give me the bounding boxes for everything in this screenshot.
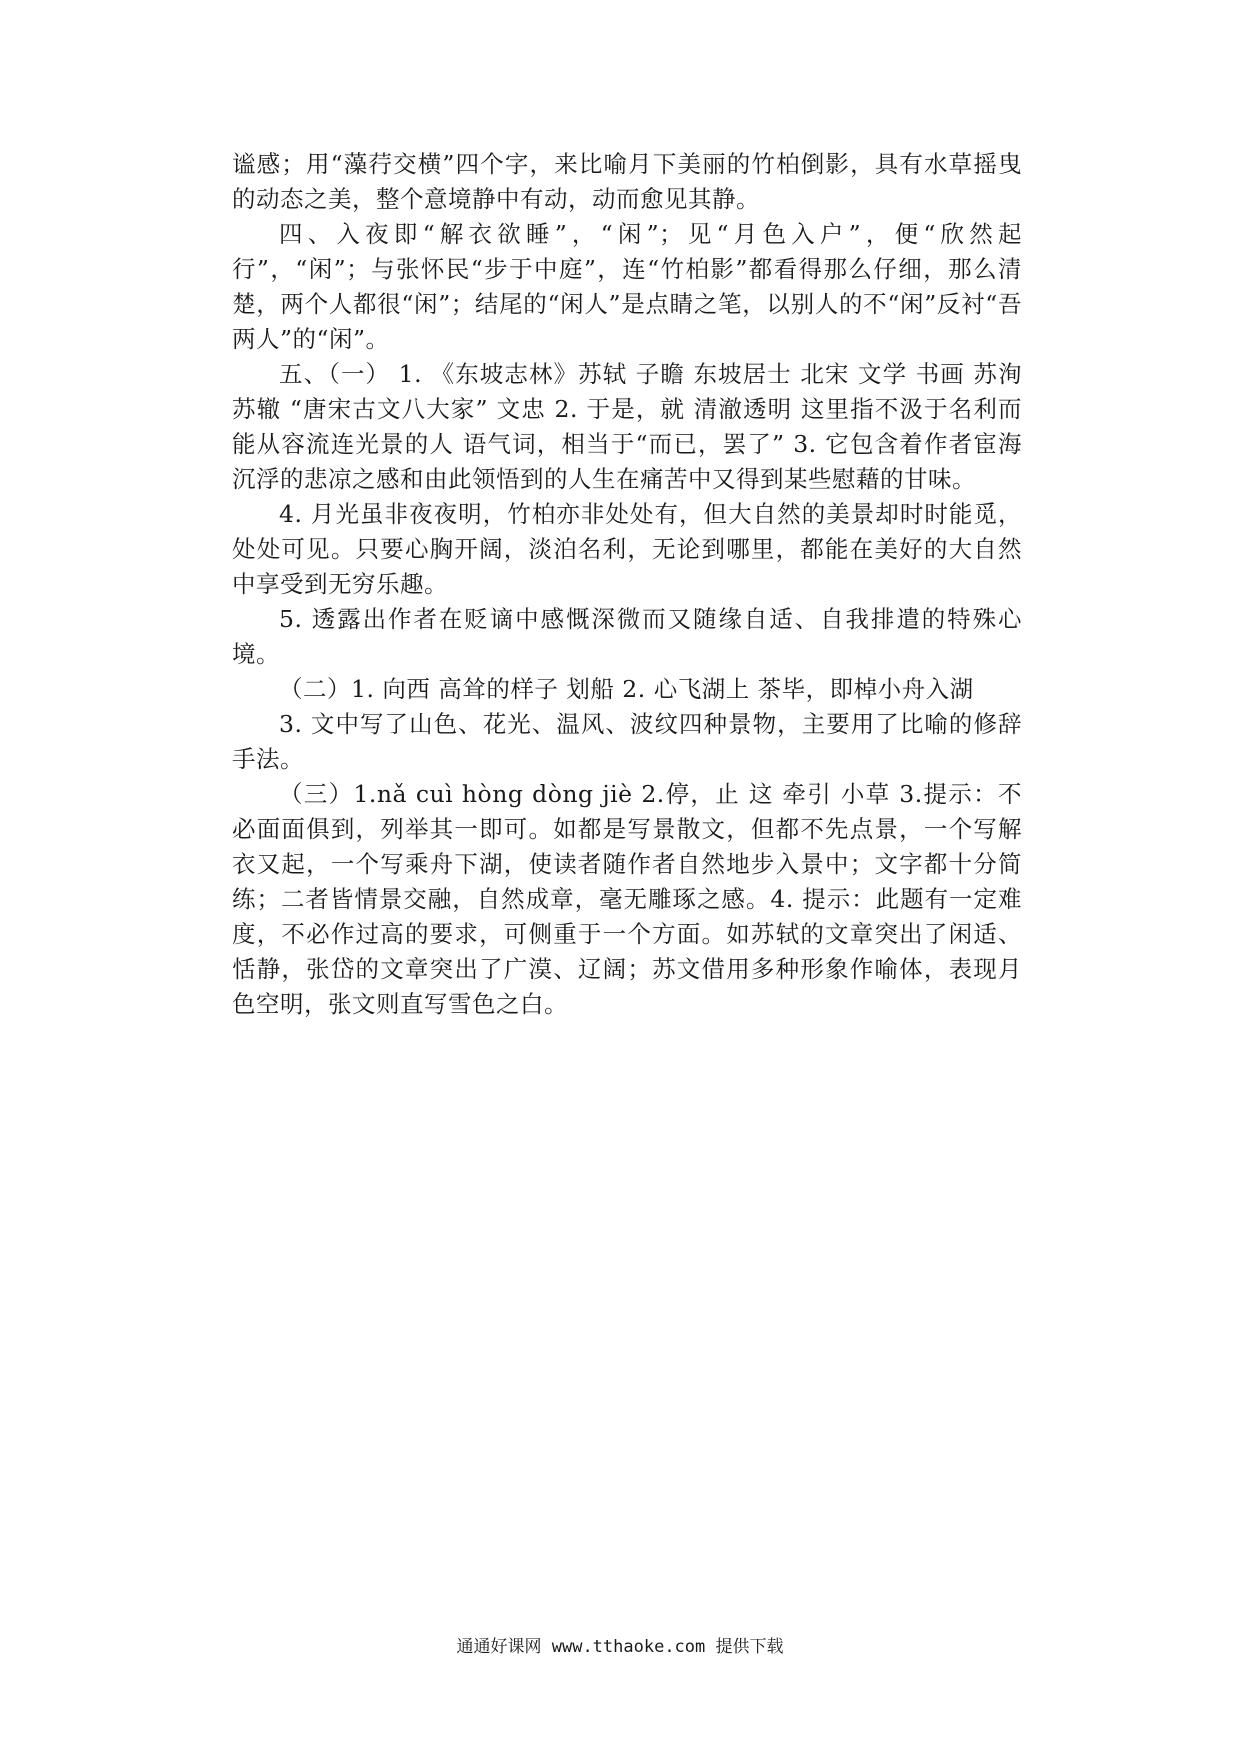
paragraph-answer-5-part-1-q4: 4. 月光虽非夜夜明，竹柏亦非处处有，但大自然的美景却时时能觅，处处可见。只要心胸开阔，淡泊名利，无论到哪里，都能在美好的大自然中享受到无穷乐趣。 (232, 500, 1022, 598)
paragraph-answer-5-part-1: 五、（一） 1. 《东坡志林》苏轼 子瞻 东坡居士 北宋 文学 书画 苏洵 苏辙 “唐宋古文八大家” 文忠 2. 于是，就 清澈透明 这里指不汲于名利而能从容流连光景的人 语气词，相当于“而已，罢了” 3. 它包含着作者宦海沉浮的悲凉之感和由此领悟到的人生在痛苦中又得到某些慰藉的甘味。 (232, 360, 1022, 493)
paragraph-continuation: 谧感；用“藻荇交横”四个字，来比喻月下美丽的竹柏倒影，具有水草摇曳的动态之美，整个意境静中有动，动而愈见其静。 (232, 150, 1022, 213)
paragraph-answer-5-part-2: （二）1. 向西 高耸的样子 划船 2. 心飞湖上 茶毕，即棹小舟入湖 (279, 675, 974, 703)
page-footer: 通通好课网 www.tthaoke.com 提供下载 (456, 1637, 784, 1657)
answer-text-body (232, 147, 1022, 1022)
paragraph-answer-5-part-1-q5: 5. 透露出作者在贬谪中感慨深微而又随缘自适、自我排遣的特殊心境。 (232, 605, 1022, 668)
paragraph-answer-4: 四、入夜即“解衣欲睡”，“闲”；见“月色入户”，便“欣然起行”，“闲”；与张怀民“步于中庭”，连“竹柏影”都看得那么仔细，那么清楚，两个人都很“闲”；结尾的“闲人”是点睛之笔，以别人的不“闲”反衬“吾两人”的“闲”。 (232, 220, 1022, 353)
paragraph-answer-5-part-3: （三）1.nǎ cuì hòng dòng jiè 2.停，止 这 牵引 小草 3.提示：不必面面俱到，列举其一即可。如都是写景散文，但都不先点景，一个写解衣又起，一个写乘舟下湖，使读者随作者自然地步入景中；文字都十分简练；二者皆情景交融，自然成章，毫无雕琢之感。4. 提示：此题有一定难度，不必作过高的要求，可侧重于一个方面。如苏轼的文章突出了闲适、恬静，张岱的文章突出了广漠、辽阔；苏文借用多种形象作喻体，表现月色空明，张文则直写雪色之白。 (232, 780, 1022, 1018)
paragraph-answer-5-part-2-q3: 3. 文中写了山色、花光、温风、波纹四种景物，主要用了比喻的修辞手法。 (232, 710, 1022, 773)
